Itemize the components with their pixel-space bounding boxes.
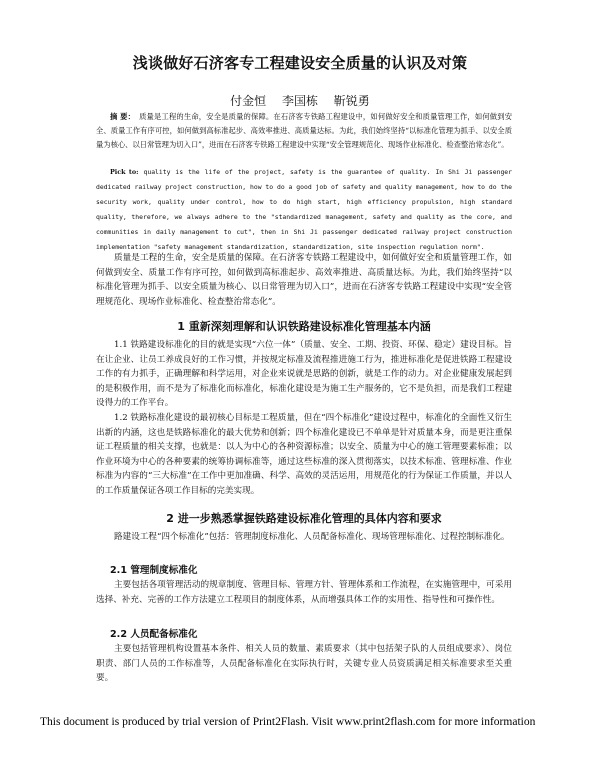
section-1-heading: 1 重新深刻理解和认识铁路建设标准化管理基本内涵	[177, 320, 431, 333]
section-2-2-heading: 2.2 人员配备标准化	[110, 629, 198, 640]
english-abstract-text: quality is the life of the project, safety is the guarantee of quality. In Shi Ji passenger dedicated railway project construction, how to do a good job of safety and quality management, how to do the security work, quality under control, how to do high start, high efficiency propulsion, high standard quality, therefore, we always adhere to the "standardized management, safety and quality as the core, and communities in daily management to cut", then in Shi Ji passenger dedicated railway project construction implementation "safety management standardization, standardization, site inspection regulation norm".	[96, 168, 512, 251]
section-1-paragraph-2: 1.2 铁路标准化建设的最初核心目标是工程质量，但在“四个标准化”建设过程中，标准化的全面性又衍生出新的内涵，这也是铁路标准化的最大优势和创新；四个标准化建设已不单单是针对质量本身，而是更注重保证工程质量的相关支撑，也就是：以人为中心的各种资源标准；以安全、质量为中心的施工管理要素标准；以作业环境为中心的各种要素的统筹协调标准等，通过这些标准的深入贯彻落实，以技术标准、管理标准、作业标准为内容的“三大标准”在工作中更加准确、科学、高效的灵活运用，用规范化的行为保证工作质量，并以人的工作质量保证各项工作目标的完美实现。	[96, 413, 512, 496]
english-abstract	[96, 165, 512, 255]
chinese-abstract	[96, 110, 512, 152]
section-2-2-paragraph: 主要包括管理机构设置基本条件、相关人员的数量、素质要求（其中包括架子队的人员组成要求）、岗位职责、部门人员的工作标准等，人员配备标准化在实际执行时，关键专业人员资质满足相关标准要求至关重要。	[96, 644, 512, 684]
section-2-heading: 2 进一步熟悉掌握铁路建设标准化管理的具体内容和要求	[166, 512, 442, 525]
intro-paragraph: 质量是工程的生命，安全是质量的保障。在石济客专铁路工程建设中，如何做好安全和质量管理工作，如何做到安全、质量工作有序可控，如何做到高标准起步、高效率推进、高质量达标。为此，我们始终坚持“以标准化管理为抓手、以安全质量为核心、以日常管理为切入口”，进而在石济客专铁路工程建设中实现“安全管理规范化、现场作业标准化、检查整治常态化”。	[96, 253, 512, 307]
page-title: 浅谈做好石济客专工程建设安全质量的认识及对策	[132, 54, 468, 72]
trial-watermark: This document is produced by trial version of Print2Flash. Visit www.print2flash.com for more information	[40, 716, 536, 728]
english-abstract-label: Pick to:	[110, 168, 139, 176]
author-list: 付金恒 李国栋 靳锐勇	[230, 94, 370, 108]
abstract-label: 摘 要：	[110, 112, 136, 121]
section-2-1-paragraph: 主要包括各项管理活动的规章制度、管理目标、管理方针、管理体系和工作流程，在实施管理中，可采用选择、补充、完善的工作方法建立工程项目的制度体系，从而增强具体工作的实用性、指导性和可操作性。	[96, 580, 512, 605]
abstract-text: 质量是工程的生命，安全是质量的保障。在石济客专铁路工程建设中，如何做好安全和质量管理工作，如何做到安全、质量工作有序可控，如何做到高标准起步、高效率推进、高质量达标。为此，我们始终坚持“以标准化管理为抓手、以安全质量为核心、以日常管理为切入口”，进而在石济客专铁路工程建设中实现“安全管理规范化、现场作业标准化、检查整治常态化”。	[96, 112, 512, 149]
section-1-paragraph-1: 1.1 铁路建设标准化的目的就是实现“六位一体”（质量、安全、工期、投资、环保、稳定）建设目标。旨在让企业、让员工养成良好的工作习惯，并按规定标准及流程推进施工行为，推进标准化是促进铁路工程建设工作的有力抓手，正确理解和科学运用，对企业来说就是思路的创新，就是工作的动力。对企业健康发展起到的是积极作用，而不是为了标准化而标准化，标准化建设是为施工生产服务的，它不是负担，而是我们工程建设得力的工作平台。	[96, 340, 512, 409]
section-2-1-heading: 2.1 管理制度标准化	[110, 565, 198, 576]
section-2-intro: 路建设工程“四个标准化”包括：管理制度标准化、人员配备标准化、现场管理标准化、过程控制标准化。	[114, 532, 510, 542]
